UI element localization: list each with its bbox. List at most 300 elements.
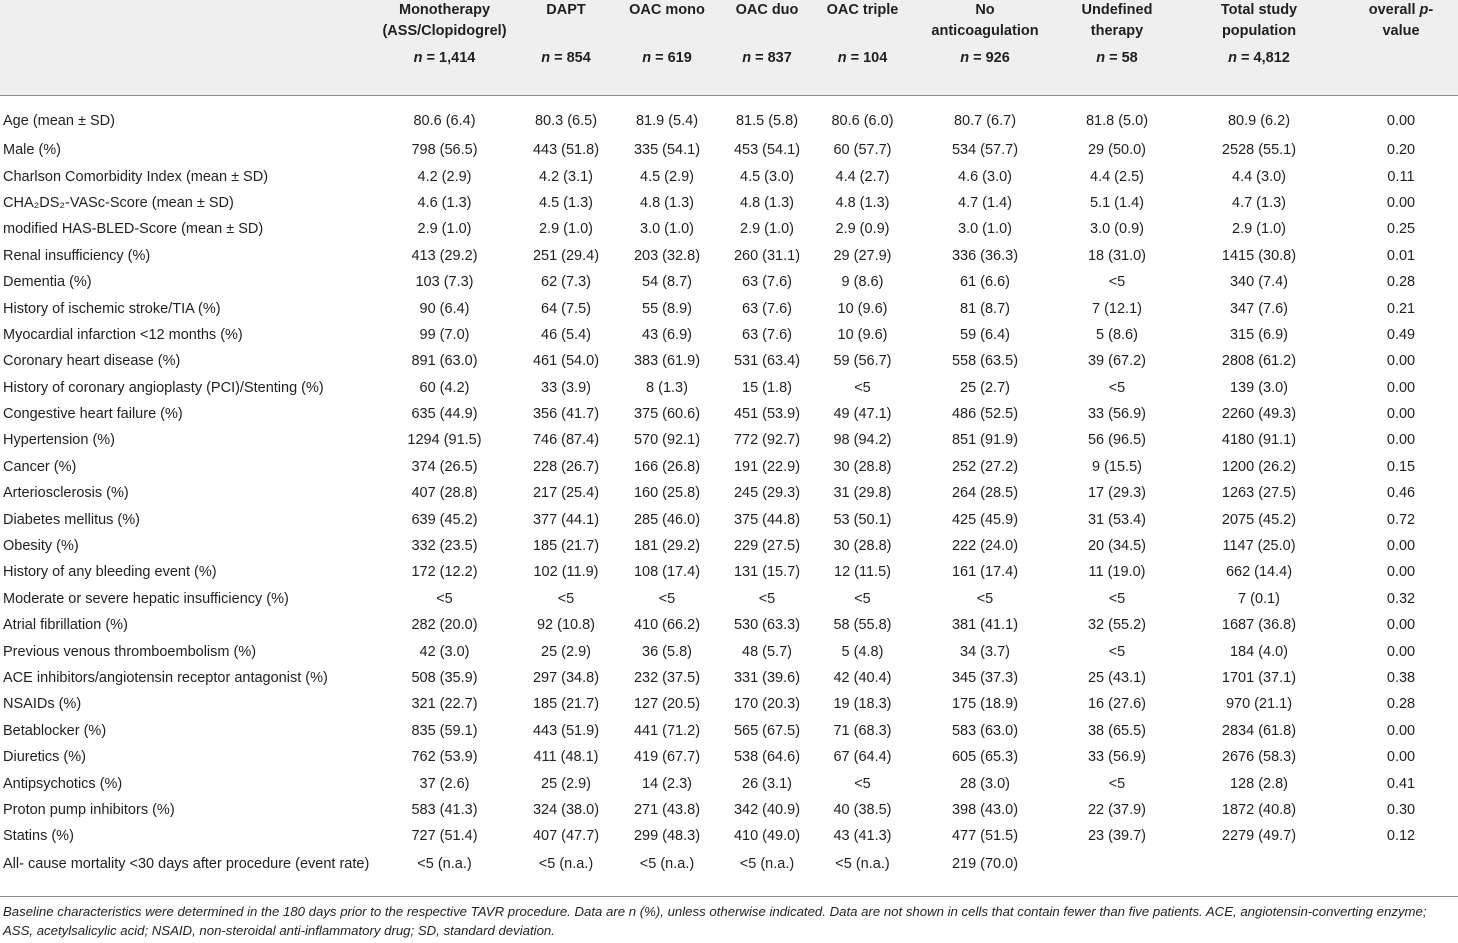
table-cell: 29 (50.0) [1087, 142, 1147, 159]
table-cell: 2.9 (1.0) [1232, 221, 1286, 238]
table-cell: 335 (54.1) [633, 142, 701, 159]
row-label: Moderate or severe hepatic insufficiency (%) [3, 590, 289, 607]
row-label: Male (%) [3, 142, 62, 159]
table-cell [1174, 850, 1344, 898]
table-cell: 347 (7.6) [1229, 300, 1289, 317]
table-cell: 538 (64.6) [733, 749, 801, 766]
table-cell: 8 (1.3) [646, 379, 688, 396]
table-cell: 1263 (27.5) [1221, 485, 1297, 502]
table-cell: 383 (61.9) [633, 353, 701, 370]
table-cell: 245 (29.3) [733, 485, 801, 502]
table-cell: 2834 (61.8) [1221, 722, 1297, 739]
table-cell: 43 (6.9) [642, 326, 692, 343]
table-cell [1344, 850, 1458, 898]
table-cell: 139 (3.0) [1229, 379, 1289, 396]
table-cell: 260 (31.1) [733, 247, 801, 264]
table-cell: 63 (7.6) [742, 274, 792, 291]
table-cell: 2676 (58.3) [1221, 749, 1297, 766]
table-cell: 332 (23.5) [411, 538, 478, 555]
table-footnote: Baseline characteristics were determined in the 180 days prior to the respective TAVR procedure. Data are n (%), unless otherwise indicated. Data are not shown in cells that contain fewer than five patients. ACE, angiotensin-converting enzyme; ASS, acetylsalicylic acid; NSAID, non-steroidal anti-inflammatory drug; SD, standard deviation. [3, 904, 1427, 938]
table-cell: 33 (56.9) [1087, 749, 1147, 766]
table-cell: 62 (7.3) [541, 274, 591, 291]
row-label: Diuretics (%) [3, 749, 86, 766]
table-cell: 0.00 [1386, 432, 1416, 449]
table-row [0, 401, 1458, 427]
table-cell: 5 (8.6) [1096, 326, 1138, 343]
table-cell: 185 (21.7) [532, 696, 600, 713]
table-cell: <5 [658, 590, 676, 607]
table-row [0, 559, 1458, 585]
table-cell: 219 (70.0) [951, 855, 1019, 872]
table-cell: 55 (8.9) [642, 300, 692, 317]
table-cell: 413 (29.2) [411, 247, 478, 264]
table-cell: 59 (56.7) [833, 353, 892, 370]
column-n: n = 837 [742, 50, 792, 66]
table-row [0, 322, 1458, 348]
table-cell: 15 (1.8) [742, 379, 792, 396]
table-cell: 43 (41.3) [833, 828, 892, 845]
table-row [0, 243, 1458, 269]
table-cell: 228 (26.7) [532, 458, 600, 475]
table-cell: 56 (96.5) [1087, 432, 1147, 449]
column-header [1060, 0, 1174, 95]
table-cell: 30 (28.8) [833, 458, 892, 475]
table-cell: 477 (51.5) [951, 828, 1019, 845]
row-label: Renal insufficiency (%) [3, 247, 151, 264]
table-row [0, 190, 1458, 216]
table-row [0, 770, 1458, 796]
row-label: ACE inhibitors/angiotensin receptor antagonist (%) [3, 670, 328, 686]
table-cell: 61 (6.6) [960, 274, 1010, 291]
table-cell: 441 (71.2) [633, 722, 701, 739]
table-cell: 0.15 [1386, 458, 1416, 475]
table-cell: 160 (25.8) [633, 485, 701, 502]
table-cell: 461 (54.0) [532, 353, 600, 370]
table-cell: 264 (28.5) [951, 485, 1019, 502]
table-cell: 98 (94.2) [833, 432, 892, 449]
table-cell: 2.9 (1.0) [417, 221, 472, 238]
row-label: All- cause mortality <30 days after procedure (event rate) [3, 855, 370, 872]
table-row [0, 586, 1458, 612]
table-cell: 0.20 [1386, 142, 1416, 159]
table-cell: 229 (27.5) [733, 538, 801, 555]
table-cell: 0.00 [1386, 617, 1416, 634]
table-cell: <5 [1108, 590, 1126, 607]
table-cell: 0.00 [1386, 749, 1416, 766]
row-label: Age (mean ± SD) [3, 113, 115, 129]
table-cell: 345 (37.3) [951, 670, 1019, 686]
table-cell: <5 [976, 590, 994, 607]
column-title: OAC triple [826, 2, 899, 18]
column-n: n = 58 [1096, 50, 1138, 66]
table-row [0, 95, 1458, 137]
table-row [0, 665, 1458, 691]
header-divider [0, 95, 1458, 96]
table-cell: 1415 (30.8) [1221, 247, 1297, 264]
table-row [0, 823, 1458, 849]
table-cell: 570 (92.1) [633, 432, 701, 449]
column-header [815, 0, 910, 95]
table-cell: 1200 (26.2) [1221, 458, 1297, 475]
table-cell: 1701 (37.1) [1221, 670, 1297, 686]
row-label: Statins (%) [3, 828, 74, 845]
table-cell: 10 (9.6) [837, 326, 888, 343]
table-cell: 0.01 [1386, 247, 1416, 264]
table-cell: 419 (67.7) [633, 749, 701, 766]
table-row [0, 691, 1458, 717]
table-cell: 92 (10.8) [536, 617, 596, 634]
row-label: History of ischemic stroke/TIA (%) [3, 300, 221, 317]
table-cell: 128 (2.8) [1229, 775, 1289, 792]
row-label: Hypertension (%) [3, 432, 116, 449]
table-cell: 336 (36.3) [951, 247, 1019, 264]
table-cell: 175 (18.9) [951, 696, 1019, 713]
table-cell: 9 (15.5) [1092, 458, 1142, 475]
table-row [0, 216, 1458, 242]
table-cell: 411 (48.1) [533, 749, 599, 766]
table-cell: 377 (44.1) [532, 511, 600, 528]
table-cell: 20 (34.5) [1087, 538, 1147, 555]
table-row [0, 850, 1458, 898]
table-cell: 0.00 [1386, 113, 1416, 129]
column-title: DAPT [546, 2, 586, 18]
table-cell: 80.3 (6.5) [534, 113, 598, 129]
table-cell: 203 (32.8) [633, 247, 701, 264]
table-cell: 37 (2.6) [419, 775, 470, 792]
row-label: NSAIDs (%) [3, 696, 82, 713]
table-cell: 42 (40.4) [833, 670, 892, 686]
table-cell: 321 (22.7) [411, 696, 478, 713]
table-cell: 42 (3.0) [419, 643, 470, 660]
table-cell: 410 (49.0) [733, 828, 801, 845]
table-cell: 762 (53.9) [411, 749, 478, 766]
table-cell: 451 (53.9) [733, 406, 801, 423]
table-cell: 0.12 [1386, 828, 1416, 845]
table-body [0, 95, 1458, 898]
table-cell: 38 (65.5) [1087, 722, 1147, 739]
table-row [0, 427, 1458, 453]
table-cell: <5 (n.a.) [835, 855, 890, 872]
table-cell: 639 (45.2) [411, 511, 478, 528]
table-cell: 172 (12.2) [411, 564, 478, 581]
table-cell: <5 [854, 775, 871, 792]
table-cell: 4.8 (1.3) [640, 194, 694, 211]
row-label: Antipsychotics (%) [3, 775, 123, 792]
table-cell: 58 (55.8) [833, 617, 892, 634]
table-cell: 33 (3.9) [541, 379, 591, 396]
table-cell: 81.5 (5.8) [735, 113, 799, 129]
table-cell: 342 (40.9) [733, 801, 801, 818]
table-cell: 4.5 (2.9) [640, 168, 694, 185]
table-cell: <5 [1108, 775, 1126, 792]
table-cell: 25 (2.9) [541, 643, 591, 660]
table-cell: 282 (20.0) [411, 617, 478, 634]
table-cell: 0.00 [1386, 406, 1416, 423]
table-cell: 835 (59.1) [411, 722, 478, 739]
table-cell: 381 (41.1) [951, 617, 1019, 634]
table-cell: 4.6 (1.3) [417, 194, 472, 211]
row-label: Congestive heart failure (%) [3, 406, 183, 423]
table-cell: 60 (4.2) [419, 379, 470, 396]
table-cell: 2075 (45.2) [1221, 511, 1297, 528]
table-cell: 0.38 [1386, 670, 1416, 686]
table-cell: 166 (26.8) [633, 458, 701, 475]
table-cell: 1294 (91.5) [407, 432, 482, 449]
table-cell: 4.4 (2.5) [1090, 168, 1144, 185]
row-label: Betablocker (%) [3, 722, 107, 739]
column-title: Total study population [1220, 2, 1298, 39]
table-cell: <5 [1108, 643, 1126, 660]
table-cell: 4.6 (3.0) [958, 168, 1012, 185]
table-cell: 565 (67.5) [733, 722, 801, 739]
table-cell: <5 (n.a.) [417, 855, 472, 872]
table-cell: 407 (47.7) [532, 828, 600, 845]
table-cell: 63 (7.6) [742, 300, 792, 317]
table-cell: 285 (46.0) [633, 511, 701, 528]
table-cell: 3.0 (0.9) [1090, 221, 1144, 238]
table-cell: 772 (92.7) [733, 432, 801, 449]
table-cell: 662 (14.4) [1225, 564, 1293, 581]
table-cell: 0.21 [1386, 300, 1416, 317]
table-row [0, 797, 1458, 823]
header-label-corner [0, 0, 372, 95]
table-row [0, 137, 1458, 163]
table-cell: 102 (11.9) [533, 564, 599, 581]
column-title: Monotherapy (ASS/Clopidogrel) [382, 2, 507, 39]
bottom-divider [0, 896, 1458, 897]
row-label: CHA₂DS₂-VASc-Score (mean ± SD) [3, 194, 234, 211]
table-cell: 583 (41.3) [411, 801, 478, 818]
table-cell: 798 (56.5) [411, 142, 478, 159]
table-cell: 530 (63.3) [733, 617, 801, 634]
table-row [0, 612, 1458, 638]
table-cell: 2528 (55.1) [1221, 142, 1297, 159]
table-cell: 375 (60.6) [633, 406, 701, 423]
table-cell: 32 (55.2) [1087, 617, 1147, 634]
table-cell: 0.32 [1386, 590, 1416, 607]
table-cell: 746 (87.4) [532, 432, 600, 449]
table-cell: 635 (44.9) [411, 406, 478, 423]
row-label: Coronary heart disease (%) [3, 353, 181, 370]
table-cell: 315 (6.9) [1229, 326, 1289, 343]
table-cell: 34 (3.7) [960, 643, 1010, 660]
table-cell: 2.9 (0.9) [835, 221, 890, 238]
table-cell: 2.9 (1.0) [539, 221, 593, 238]
table-cell: 271 (43.8) [633, 801, 701, 818]
table-cell: 891 (63.0) [411, 353, 478, 370]
table-cell: 46 (5.4) [541, 326, 591, 343]
table-cell: 375 (44.8) [733, 511, 801, 528]
table-cell: 16 (27.6) [1087, 696, 1147, 713]
table-cell: 39 (67.2) [1087, 353, 1147, 370]
row-label: History of any bleeding event (%) [3, 564, 217, 581]
table-cell: 2808 (61.2) [1221, 353, 1297, 370]
table-cell: 191 (22.9) [733, 458, 801, 475]
table-row [0, 506, 1458, 532]
table-cell: 356 (41.7) [532, 406, 600, 423]
table-cell: 40 (38.5) [833, 801, 892, 818]
table-cell: 7 (12.1) [1092, 300, 1142, 317]
table-cell: 131 (15.7) [733, 564, 801, 581]
table-cell: 90 (6.4) [419, 300, 470, 317]
table-cell: 2.9 (1.0) [740, 221, 794, 238]
table-cell: 851 (91.9) [951, 432, 1019, 449]
table-cell: 217 (25.4) [532, 485, 600, 502]
table-cell: 25 (2.7) [960, 379, 1010, 396]
table-cell: 534 (57.7) [951, 142, 1019, 159]
column-title: OAC mono [629, 2, 705, 18]
table-cell: 33 (56.9) [1087, 406, 1147, 423]
table-cell: 127 (20.5) [633, 696, 701, 713]
table-cell: 103 (7.3) [415, 274, 474, 291]
column-header [1344, 0, 1458, 95]
table-row [0, 480, 1458, 506]
table-row [0, 638, 1458, 664]
table-cell: 443 (51.9) [532, 722, 600, 739]
table-cell: <5 (n.a.) [538, 855, 594, 872]
table-cell: 81.8 (5.0) [1085, 113, 1149, 129]
column-n: n = 926 [960, 50, 1010, 66]
row-label: Proton pump inhibitors (%) [3, 801, 175, 818]
table-cell: 67 (64.4) [833, 749, 892, 766]
table-cell: 407 (28.8) [411, 485, 478, 502]
column-header [615, 0, 719, 95]
row-label: Diabetes mellitus (%) [3, 511, 140, 528]
table-cell: 443 (51.8) [532, 142, 600, 159]
column-n: n = 854 [541, 50, 591, 66]
table-cell: 80.7 (6.7) [953, 113, 1017, 129]
table-cell: 0.00 [1386, 353, 1416, 370]
table-cell: 53 (50.1) [833, 511, 892, 528]
table-cell: 12 (11.5) [834, 564, 891, 581]
table-cell: 508 (35.9) [411, 670, 478, 686]
table-cell: 184 (4.0) [1229, 643, 1289, 660]
column-n: n = 104 [837, 50, 888, 66]
column-title: overall p-value [1368, 2, 1434, 39]
table-cell: 531 (63.4) [733, 353, 801, 370]
table-cell: 81 (8.7) [960, 300, 1010, 317]
row-label: Arteriosclerosis (%) [3, 485, 129, 502]
table-cell: 3.0 (1.0) [958, 221, 1012, 238]
column-header [1174, 0, 1344, 95]
table-cell: 80.6 (6.0) [831, 113, 894, 129]
table-cell: 170 (20.3) [733, 696, 801, 713]
row-label: Dementia (%) [3, 274, 92, 291]
row-label: Myocardial infarction <12 months (%) [3, 326, 243, 343]
table-cell: 4.2 (2.9) [417, 168, 472, 185]
table-cell: 99 (7.0) [419, 326, 470, 343]
table-cell: 0.00 [1386, 538, 1416, 555]
table-cell: 7 (0.1) [1238, 590, 1280, 607]
table-cell: 25 (2.9) [541, 775, 591, 792]
table-cell: 185 (21.7) [532, 538, 600, 555]
table-row [0, 163, 1458, 189]
table-cell: <5 [758, 590, 776, 607]
table-cell: <5 (n.a.) [639, 855, 695, 872]
table-cell: 31 (29.8) [833, 485, 892, 502]
table-cell: 4.2 (3.1) [539, 168, 593, 185]
table-cell: <5 [854, 379, 871, 396]
table-cell: 4180 (91.1) [1221, 432, 1297, 449]
header-row [0, 0, 1458, 95]
table-cell: 425 (45.9) [951, 511, 1019, 528]
table-cell: 23 (39.7) [1087, 828, 1147, 845]
table-cell: 14 (2.3) [642, 775, 692, 792]
table-cell: 2279 (49.7) [1221, 828, 1297, 845]
table-row [0, 454, 1458, 480]
table-cell: 4.5 (1.3) [539, 194, 593, 211]
table-cell: 28 (3.0) [960, 775, 1010, 792]
table-cell: 0.46 [1386, 485, 1416, 502]
table-cell: 486 (52.5) [951, 406, 1019, 423]
table-cell: 22 (37.9) [1087, 801, 1147, 818]
table-cell: 4.5 (3.0) [740, 168, 794, 185]
table-cell: 2260 (49.3) [1221, 406, 1297, 423]
table-cell: 31 (53.4) [1087, 511, 1147, 528]
table-cell: 181 (29.2) [633, 538, 701, 555]
table-cell: 54 (8.7) [642, 274, 692, 291]
table-cell: 970 (21.1) [1225, 696, 1293, 713]
table-cell: 0.25 [1386, 221, 1416, 238]
table-cell: 4.8 (1.3) [835, 194, 890, 211]
row-label: modified HAS-BLED-Score (mean ± SD) [3, 221, 264, 238]
table-cell: 4.4 (2.7) [835, 168, 890, 185]
table-cell: <5 [557, 590, 575, 607]
table-cell: 410 (66.2) [633, 617, 701, 634]
table-row [0, 295, 1458, 321]
table-cell: 0.00 [1386, 379, 1416, 396]
table-cell: 63 (7.6) [742, 326, 792, 343]
column-n: n = 1,414 [413, 50, 476, 66]
table-cell: 60 (57.7) [833, 142, 892, 159]
table-cell: <5 (n.a.) [739, 855, 795, 872]
table-cell: 4.7 (1.3) [1232, 194, 1286, 211]
table-cell: 4.7 (1.4) [958, 194, 1012, 211]
table-cell: 297 (34.8) [532, 670, 600, 686]
column-header [719, 0, 815, 95]
table-cell: 232 (37.5) [633, 670, 701, 686]
table-cell: 331 (39.6) [733, 670, 801, 686]
table-cell: 583 (63.0) [951, 722, 1019, 739]
table-cell: 4.8 (1.3) [740, 194, 794, 211]
column-title: No anticoagulation [931, 2, 1039, 39]
table-cell: 1147 (25.0) [1222, 538, 1296, 555]
row-label: Obesity (%) [3, 538, 79, 555]
row-label: History of coronary angioplasty (PCI)/Stenting (%) [3, 379, 324, 396]
table-cell: 64 (7.5) [541, 300, 591, 317]
table-cell: <5 [854, 590, 871, 607]
table-row [0, 533, 1458, 559]
table-cell: 0.00 [1386, 564, 1416, 581]
table-cell: 340 (7.4) [1229, 274, 1289, 291]
table-cell: 161 (17.4) [951, 564, 1019, 581]
table-row [0, 718, 1458, 744]
column-n: n = 4,812 [1228, 50, 1290, 66]
table-cell: 19 (18.3) [833, 696, 892, 713]
table-cell: 26 (3.1) [742, 775, 792, 792]
table-cell: 558 (63.5) [951, 353, 1019, 370]
table-cell: 25 (43.1) [1087, 670, 1147, 686]
table-cell: 0.28 [1386, 274, 1416, 291]
table-cell: 108 (17.4) [633, 564, 701, 581]
table-cell: 17 (29.3) [1087, 485, 1147, 502]
table-row [0, 744, 1458, 770]
column-header [372, 0, 517, 95]
table-cell: 0.00 [1386, 643, 1416, 660]
table-cell: <5 [1108, 379, 1126, 396]
column-header [910, 0, 1060, 95]
table-cell: 59 (6.4) [960, 326, 1010, 343]
